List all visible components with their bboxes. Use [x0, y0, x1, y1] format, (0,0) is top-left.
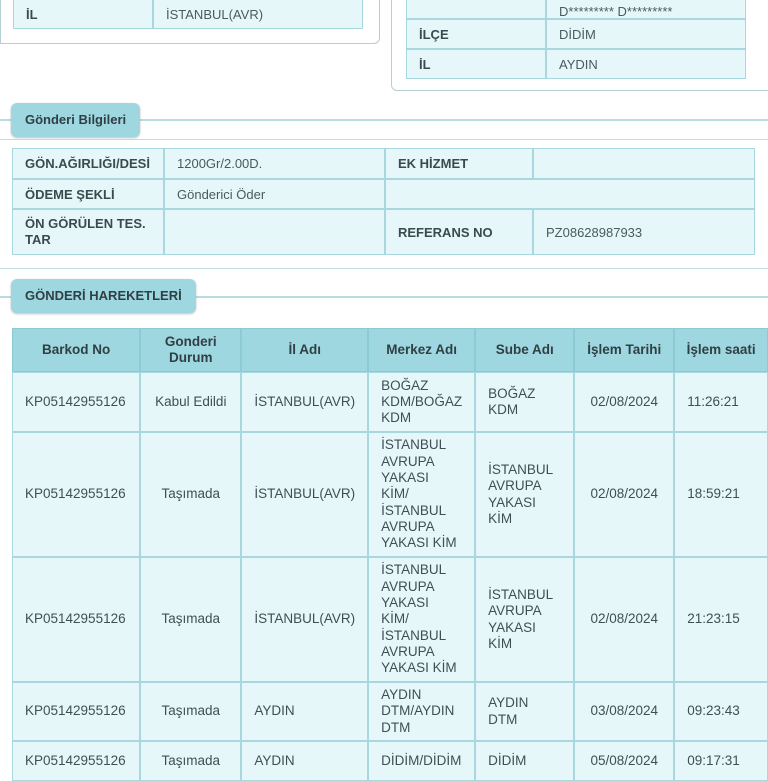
- eta-label-line2: TAR: [25, 232, 51, 247]
- center-line: KDM: [381, 410, 412, 426]
- city-cell: İSTANBUL(AVR): [241, 432, 368, 557]
- center-line: AVRUPA: [381, 518, 435, 534]
- name-label-cell: [406, 0, 546, 19]
- shipment-info-panel: [0, 139, 768, 269]
- header-time: İşlem saati: [674, 328, 768, 372]
- status-cell: Taşımada: [140, 432, 241, 557]
- time-cell: 21:23:15: [674, 557, 768, 682]
- branch-cell: [475, 432, 574, 557]
- center-line: YAKASI KİM: [381, 660, 457, 676]
- branch-line: YAKASI KİM: [488, 619, 536, 651]
- date-cell: 02/08/2024: [574, 557, 674, 682]
- branch-line: AVRUPA: [488, 603, 542, 619]
- receiver-address-table: [406, 0, 746, 79]
- receiver-city-value: AYDIN: [546, 49, 746, 79]
- extra-service-value: [533, 148, 755, 179]
- table-row: [12, 557, 768, 682]
- barcode-cell: KP05142955126: [12, 682, 140, 741]
- center-line: AVRUPA: [381, 643, 435, 659]
- district-label: İLÇE: [406, 19, 546, 49]
- barcode-cell: KP05142955126: [12, 432, 140, 557]
- receiver-city-label: İL: [406, 49, 546, 79]
- payment-value: Gönderici Öder: [164, 179, 385, 209]
- branch-cell: [475, 372, 574, 432]
- branch-line: AVRUPA: [488, 478, 542, 494]
- weight-label: GÖN.AĞIRLIĞI/DESİ: [12, 148, 164, 179]
- center-line: YAKASI: [381, 470, 429, 486]
- table-row: [12, 682, 768, 741]
- masked-name: D********* D*********: [546, 0, 746, 19]
- table-row: [12, 741, 768, 781]
- movements-title: GÖNDERİ HAREKETLERİ: [11, 279, 196, 313]
- center-line: YAKASI KİM: [381, 535, 457, 551]
- header-branch: Sube Adı: [475, 328, 574, 372]
- empty-cell: [385, 179, 755, 209]
- date-cell: 02/08/2024: [574, 372, 674, 432]
- center-line: DİDİM/DİDİM: [381, 752, 462, 768]
- city-value: İSTANBUL(AVR): [153, 0, 363, 29]
- center-line: BOĞAZ: [381, 377, 429, 393]
- header-barcode: Barkod No: [12, 328, 140, 372]
- date-cell: 03/08/2024: [574, 682, 674, 741]
- status-cell: Taşımada: [140, 557, 241, 682]
- center-line: İSTANBUL: [381, 627, 447, 643]
- center-cell: [368, 432, 475, 557]
- city-cell: İSTANBUL(AVR): [241, 557, 368, 682]
- extra-service-label: EK HİZMET: [385, 148, 533, 179]
- branch-line: YAKASI KİM: [488, 494, 536, 526]
- header-center: Merkez Adı: [368, 328, 475, 372]
- center-line: AYDIN: [381, 687, 422, 703]
- branch-line: AYDIN DTM: [488, 695, 529, 727]
- center-cell: [368, 682, 475, 741]
- center-cell: [368, 372, 475, 432]
- shipment-info-table: [12, 148, 755, 255]
- header-status-line1: Gonderi: [164, 334, 217, 349]
- branch-cell: [475, 741, 574, 781]
- city-cell: İSTANBUL(AVR): [241, 372, 368, 432]
- sender-address-table: [13, 0, 363, 29]
- time-cell: 18:59:21: [674, 432, 768, 557]
- header-status-line2: Durum: [169, 350, 213, 365]
- branch-cell: [475, 557, 574, 682]
- branch-line: İSTANBUL: [488, 461, 554, 477]
- city-cell: AYDIN: [241, 682, 368, 741]
- district-value: DİDİM: [546, 19, 746, 49]
- header-status: [140, 328, 241, 372]
- date-cell: 05/08/2024: [574, 741, 674, 781]
- header-date: İşlem Tarihi: [574, 328, 674, 372]
- center-line: İSTANBUL: [381, 562, 447, 578]
- branch-line: DİDİM: [488, 752, 527, 768]
- city-label: İL: [13, 0, 153, 29]
- receiver-address-box: [391, 0, 768, 91]
- branch-line: BOĞAZ: [488, 385, 536, 401]
- header-city: İl Adı: [241, 328, 368, 372]
- sender-address-box: [0, 0, 380, 44]
- center-line: KİM/: [381, 486, 409, 502]
- reference-label: REFERANS NO: [385, 209, 533, 255]
- center-line: YAKASI: [381, 595, 429, 611]
- movements-table: [12, 328, 768, 781]
- center-cell: [368, 741, 475, 781]
- center-cell: [368, 557, 475, 682]
- reference-value: PZ08628987933: [533, 209, 755, 255]
- table-row: [12, 372, 768, 432]
- center-line: AVRUPA: [381, 578, 435, 594]
- time-cell: 11:26:21: [674, 372, 768, 432]
- branch-cell: [475, 682, 574, 741]
- shipment-info-title: Gönderi Bilgileri: [11, 103, 140, 137]
- center-line: KDM/BOĞAZ: [381, 393, 463, 409]
- eta-label: [12, 209, 164, 255]
- center-line: İSTANBUL: [381, 502, 447, 518]
- barcode-cell: KP05142955126: [12, 372, 140, 432]
- status-cell: Kabul Edildi: [140, 372, 241, 432]
- city-cell: AYDIN: [241, 741, 368, 781]
- barcode-cell: KP05142955126: [12, 741, 140, 781]
- eta-value: [164, 209, 385, 255]
- date-cell: 02/08/2024: [574, 432, 674, 557]
- weight-value: 1200Gr/2.00D.: [164, 148, 385, 179]
- status-cell: Taşımada: [140, 682, 241, 741]
- center-line: KİM/: [381, 611, 409, 627]
- center-line: AVRUPA: [381, 453, 435, 469]
- payment-label: ÖDEME ŞEKLİ: [12, 179, 164, 209]
- branch-line: KDM: [488, 402, 519, 417]
- eta-label-line1: ÖN GÖRÜLEN TES.: [25, 216, 146, 231]
- table-row: [12, 432, 768, 557]
- center-line: İSTANBUL: [381, 437, 447, 453]
- center-line: DTM: [381, 719, 411, 735]
- status-cell: Taşımada: [140, 741, 241, 781]
- center-line: DTM/AYDIN: [381, 703, 455, 719]
- time-cell: 09:23:43: [674, 682, 768, 741]
- time-cell: 09:17:31: [674, 741, 768, 781]
- branch-line: İSTANBUL: [488, 586, 554, 602]
- barcode-cell: KP05142955126: [12, 557, 140, 682]
